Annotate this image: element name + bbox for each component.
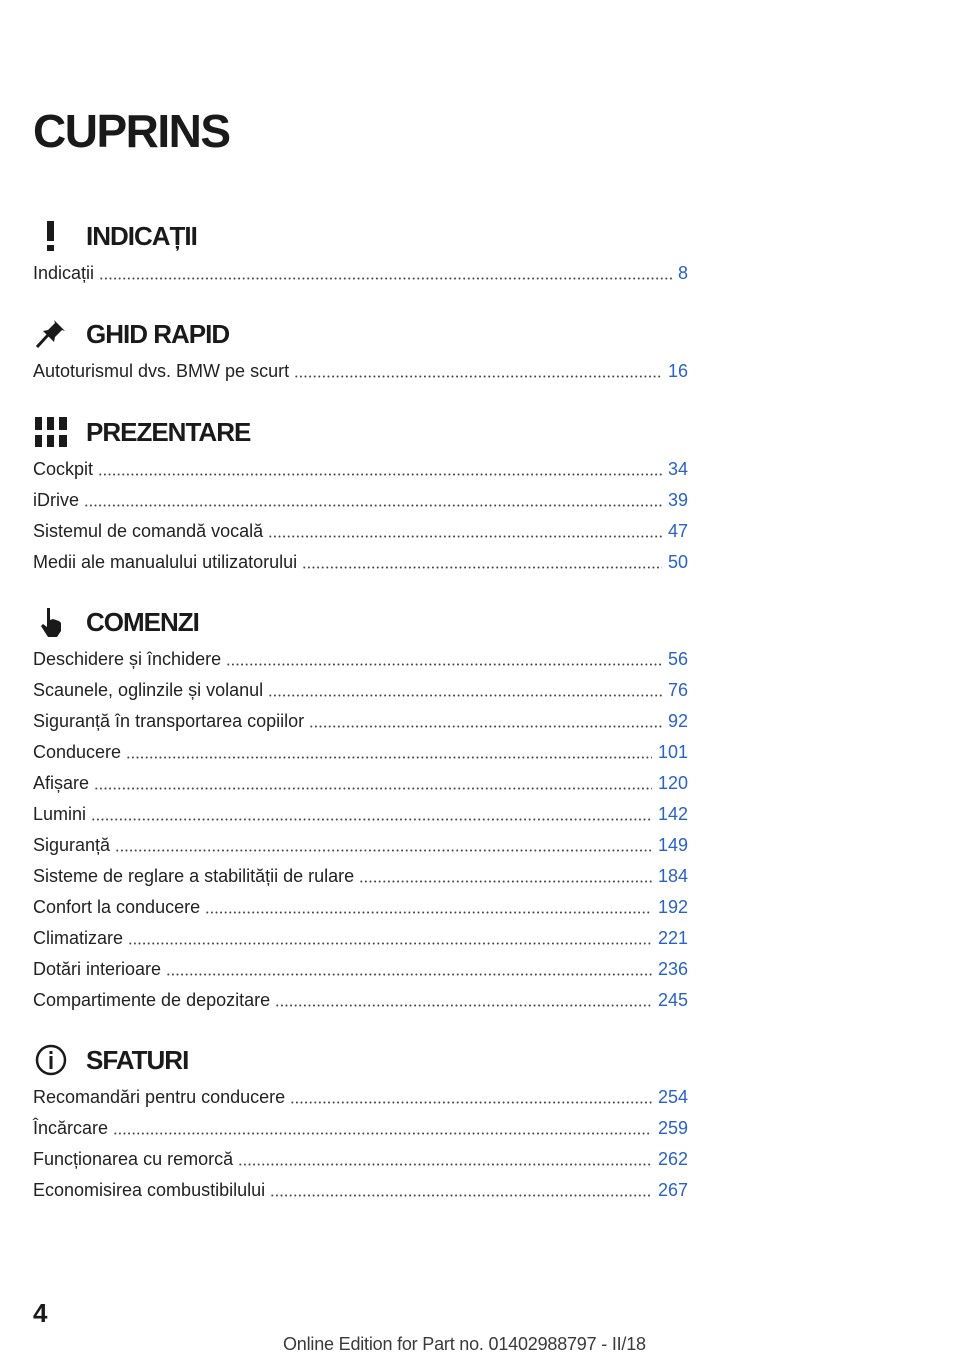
toc-entry[interactable] <box>33 485 688 516</box>
dot-leader <box>98 463 662 477</box>
toc-entry[interactable] <box>33 737 688 768</box>
section-header <box>33 312 688 356</box>
toc-entry-label: Sisteme de reglare a stabilității de rulare <box>33 866 355 886</box>
toc-entry[interactable] <box>33 516 688 547</box>
toc-entry-label: Deschidere și închidere <box>33 649 222 669</box>
toc-entry-page-link[interactable]: 142 <box>657 804 688 824</box>
toc-entry-page-link[interactable]: 50 <box>667 552 688 572</box>
dot-leader <box>166 963 652 977</box>
toc-entry[interactable] <box>33 985 688 1016</box>
info-circle-icon <box>33 1042 69 1078</box>
toc-entry-page-link[interactable]: 47 <box>667 521 688 541</box>
toc-entry-page-link[interactable]: 254 <box>657 1087 688 1107</box>
dot-leader <box>268 684 662 698</box>
toc-entry[interactable] <box>33 861 688 892</box>
toc-entry-page-link[interactable]: 39 <box>667 490 688 510</box>
footer-edition-text: Online Edition for Part no. 01402988797 - II/18 <box>283 1334 646 1354</box>
toc-entry-page-link[interactable]: 8 <box>677 263 688 283</box>
toc-entry[interactable] <box>33 706 688 737</box>
dot-leader <box>94 777 652 791</box>
toc-entry[interactable] <box>33 1082 688 1113</box>
toc-entry-page-link[interactable]: 149 <box>657 835 688 855</box>
toc-entry-page-link[interactable]: 259 <box>657 1118 688 1138</box>
section-title: GHID RAPID <box>86 318 230 349</box>
hand-pointer-icon <box>33 604 69 640</box>
dot-leader <box>270 1184 652 1198</box>
page-title: CUPRINS <box>33 105 230 157</box>
dot-leader <box>205 901 652 915</box>
toc-entry-label: Confort la conducere <box>33 897 201 917</box>
toc-entry[interactable] <box>33 768 688 799</box>
toc-entry-label: Climatizare <box>33 928 124 948</box>
toc-section <box>33 410 688 578</box>
toc-entry-page-link[interactable]: 262 <box>657 1149 688 1169</box>
dot-leader <box>128 932 652 946</box>
toc-entry[interactable] <box>33 675 688 706</box>
toc-entry-label: Lumini <box>33 804 87 824</box>
toc-section <box>33 1038 688 1206</box>
toc-entry-label: Siguranță <box>33 835 111 855</box>
dot-leader <box>275 994 652 1008</box>
toc-entry-page-link[interactable]: 16 <box>667 361 688 381</box>
toc-entry-page-link[interactable]: 92 <box>667 711 688 731</box>
toc-entry-page-link[interactable]: 184 <box>657 866 688 886</box>
section-header <box>33 1038 688 1082</box>
toc-entry[interactable] <box>33 356 688 387</box>
dot-leader <box>91 808 652 822</box>
toc-entry-label: Siguranță în transportarea copiilor <box>33 711 305 731</box>
toc-entry-label: Dotări interioare <box>33 959 162 979</box>
dot-leader <box>302 556 662 570</box>
toc-section <box>33 312 688 387</box>
toc-entry-page-link[interactable]: 56 <box>667 649 688 669</box>
toc-entry[interactable] <box>33 454 688 485</box>
toc-entry[interactable] <box>33 1144 688 1175</box>
toc-entry-label: Medii ale manualului utilizatorului <box>33 552 298 572</box>
pushpin-icon <box>33 316 69 352</box>
toc-entry-page-link[interactable]: 221 <box>657 928 688 948</box>
grid-icon <box>33 414 69 450</box>
toc-entry[interactable] <box>33 1175 688 1206</box>
dot-leader <box>294 365 662 379</box>
toc-entry-page-link[interactable]: 236 <box>657 959 688 979</box>
toc-entry[interactable] <box>33 892 688 923</box>
dot-leader <box>359 870 652 884</box>
toc-entry-label: Sistemul de comandă vocală <box>33 521 264 541</box>
toc-section <box>33 600 688 1016</box>
section-title: COMENZI <box>86 606 199 637</box>
dot-leader <box>99 267 672 281</box>
section-header <box>33 214 688 258</box>
toc-entry-label: Indicații <box>33 263 95 283</box>
toc-entry[interactable] <box>33 547 688 578</box>
toc-entry-page-link[interactable]: 267 <box>657 1180 688 1200</box>
dot-leader <box>84 494 662 508</box>
toc-entry-page-link[interactable]: 245 <box>657 990 688 1010</box>
section-title: INDICAȚII <box>86 220 197 251</box>
dot-leader <box>309 715 662 729</box>
dot-leader <box>290 1091 652 1105</box>
toc-entry-label: iDrive <box>33 490 80 510</box>
toc-entry[interactable] <box>33 954 688 985</box>
section-title: PREZENTARE <box>86 416 251 447</box>
dot-leader <box>238 1153 652 1167</box>
toc-entry-page-link[interactable]: 192 <box>657 897 688 917</box>
page-number: 4 <box>33 1298 48 1328</box>
toc-entry-label: Economisirea combustibilului <box>33 1180 266 1200</box>
toc-entry[interactable] <box>33 799 688 830</box>
dot-leader <box>113 1122 652 1136</box>
toc-entry[interactable] <box>33 258 688 289</box>
dot-leader <box>115 839 652 853</box>
dot-leader <box>268 525 662 539</box>
toc-entry-label: Compartimente de depozitare <box>33 990 271 1010</box>
toc-entry-page-link[interactable]: 101 <box>657 742 688 762</box>
toc-entry[interactable] <box>33 1113 688 1144</box>
toc-entry-page-link[interactable]: 76 <box>667 680 688 700</box>
toc-entry-label: Conducere <box>33 742 122 762</box>
toc-section <box>33 214 688 289</box>
section-header <box>33 600 688 644</box>
section-title: SFATURI <box>86 1044 189 1075</box>
toc-entry-label: Autoturismul dvs. BMW pe scurt <box>33 361 290 381</box>
toc-entry-page-link[interactable]: 120 <box>657 773 688 793</box>
exclamation-icon <box>33 218 69 254</box>
toc-entry-label: Afișare <box>33 773 90 793</box>
toc-entry-label: Funcționarea cu remorcă <box>33 1149 234 1169</box>
dot-leader <box>126 746 652 760</box>
toc-entry[interactable] <box>33 644 688 675</box>
toc-entry-label: Recomandări pentru conducere <box>33 1087 286 1107</box>
toc-entry-label: Încărcare <box>33 1118 109 1138</box>
toc-entry[interactable] <box>33 830 688 861</box>
toc-entry-label: Cockpit <box>33 459 94 479</box>
section-header <box>33 410 688 454</box>
dot-leader <box>226 653 662 667</box>
toc-entry[interactable] <box>33 923 688 954</box>
toc-entry-page-link[interactable]: 34 <box>667 459 688 479</box>
toc-entry-label: Scaunele, oglinzile și volanul <box>33 680 264 700</box>
